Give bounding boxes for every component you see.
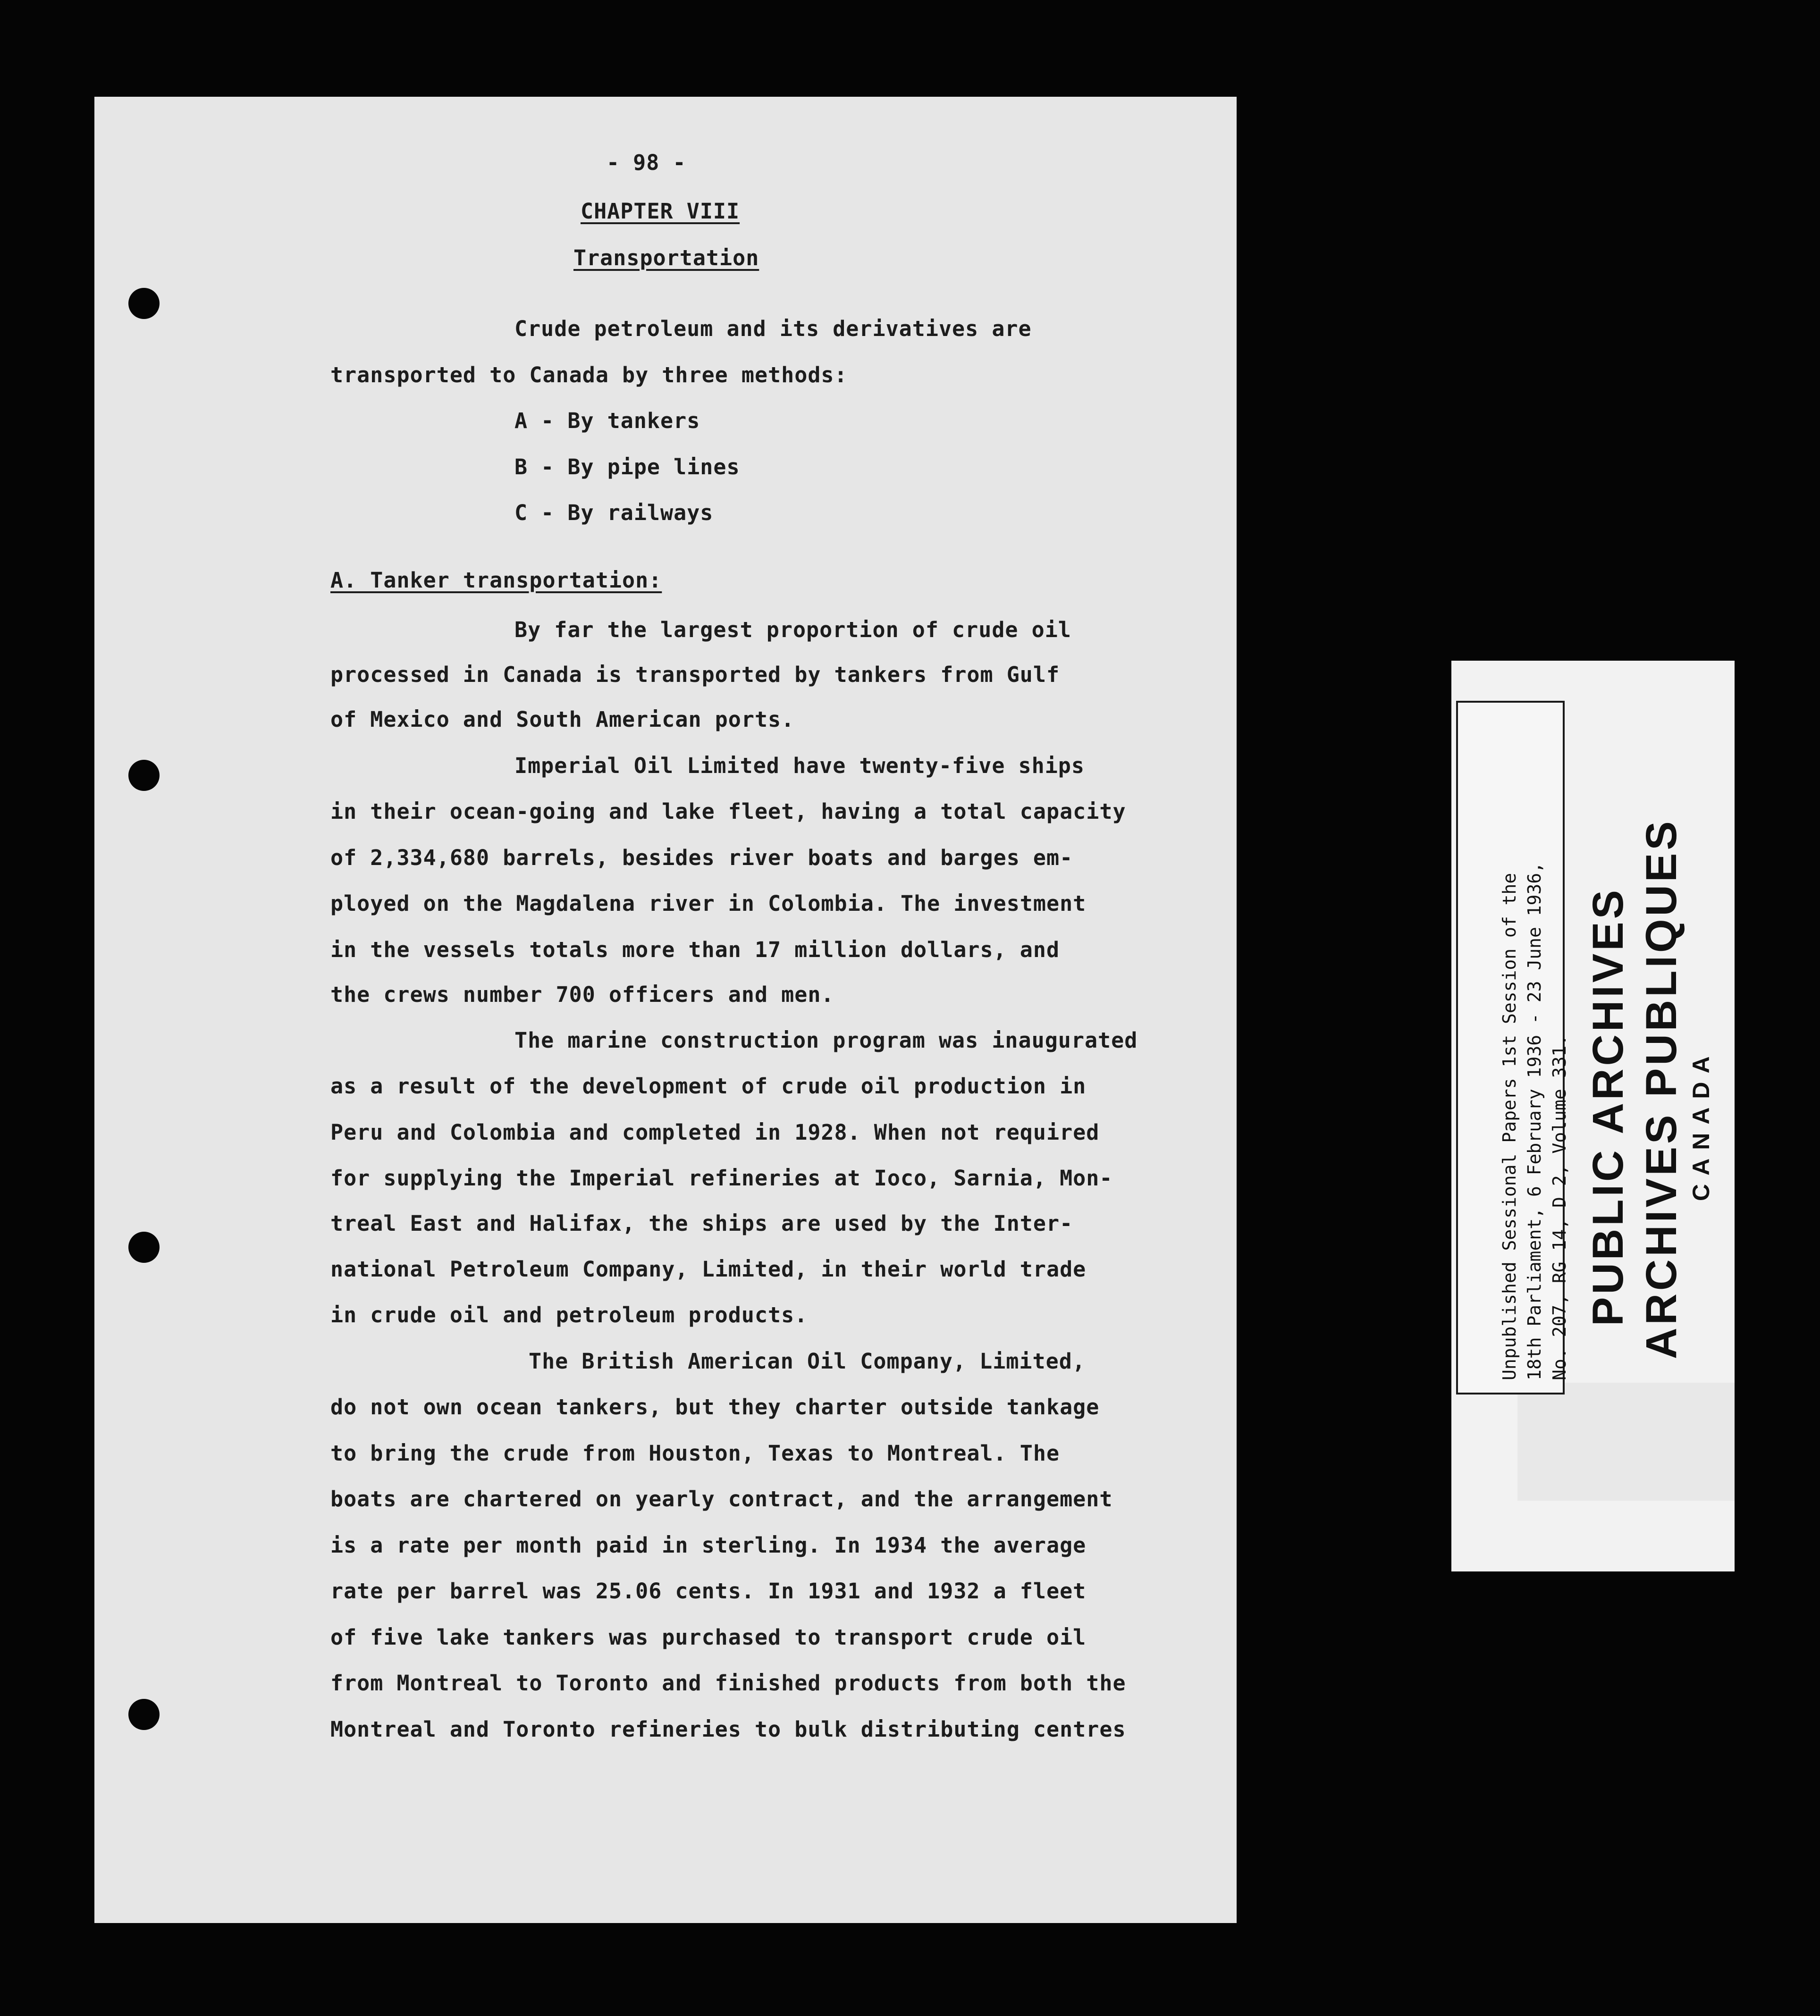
body-line: transported to Canada by three methods: [330,362,848,387]
body-line: of 2,334,680 barrels, besides river boats and barges em- [330,845,1073,870]
archive-caption-line: 18th Parliament, 6 February 1936 - 23 June 1936, [1524,862,1545,1380]
body-line: to bring the crude from Houston, Texas to Montreal. The [330,1441,1060,1466]
body-line: Crude petroleum and its derivatives are [514,316,1032,341]
body-line: ployed on the Magdalena river in Colombia. The investment [330,891,1087,916]
body-line: the crews number 700 officers and men. [330,982,834,1007]
body-line: in the vessels totals more than 17 million dollars, and [330,937,1060,962]
body-line: from Montreal to Toronto and finished products from both the [330,1671,1126,1696]
body-line: in their ocean-going and lake fleet, having a total capacity [330,799,1126,824]
body-line: boats are chartered on yearly contract, and the arrangement [330,1487,1113,1512]
archive-caption-line: Unpublished Sessional Papers 1st Session of the [1499,873,1520,1380]
punch-hole [128,1699,160,1730]
body-line: as a result of the development of crude oil production in [330,1074,1087,1099]
punch-hole [128,1232,160,1263]
archive-stamp-line: CANADA [1688,1048,1714,1201]
body-line: The British American Oil Company, Limited, [529,1349,1086,1374]
archive-caption-line: No. 207, RG 14, D 2, Volume 331. [1549,1034,1570,1380]
archive-stamp-line: ARCHIVES PUBLIQUES [1637,818,1685,1359]
body-line: is a rate per month paid in sterling. In 1934 the average [330,1533,1087,1558]
body-line: By far the largest proportion of crude oil [514,617,1071,642]
body-line: Montreal and Toronto refineries to bulk distributing centres [330,1717,1126,1742]
punch-hole [128,760,160,791]
list-item: B - By pipe lines [514,454,740,479]
document-page [94,97,1237,1923]
body-line: in crude oil and petroleum products. [330,1302,808,1327]
archive-label-strip [1517,1383,1735,1501]
body-line: of Mexico and South American ports. [330,707,795,732]
chapter-heading: CHAPTER VIII [581,199,740,224]
body-line: Peru and Colombia and completed in 1928. When not required [330,1120,1100,1145]
body-line: rate per barrel was 25.06 cents. In 1931 and 1932 a fleet [330,1579,1087,1604]
list-item: C - By railways [514,500,714,525]
body-line: treal East and Halifax, the ships are used by the Inter- [330,1211,1073,1236]
punch-hole [128,288,160,319]
body-line: for supplying the Imperial refineries at Ioco, Sarnia, Mon- [330,1166,1113,1191]
page-number: - 98 - [607,150,686,175]
body-line: of five lake tankers was purchased to transport crude oil [330,1625,1087,1650]
list-item: A - By tankers [514,408,700,433]
body-line: national Petroleum Company, Limited, in their world trade [330,1257,1087,1282]
body-line: processed in Canada is transported by tankers from Gulf [330,662,1060,687]
section-title: Transportation [573,245,759,270]
archive-stamp-line: PUBLIC ARCHIVES [1584,887,1632,1326]
body-line: The marine construction program was inaugurated [514,1028,1138,1053]
body-line: do not own ocean tankers, but they charter outside tankage [330,1394,1100,1420]
subsection-heading: A. Tanker transportation: [330,568,662,593]
body-line: Imperial Oil Limited have twenty-five ships [514,753,1085,778]
